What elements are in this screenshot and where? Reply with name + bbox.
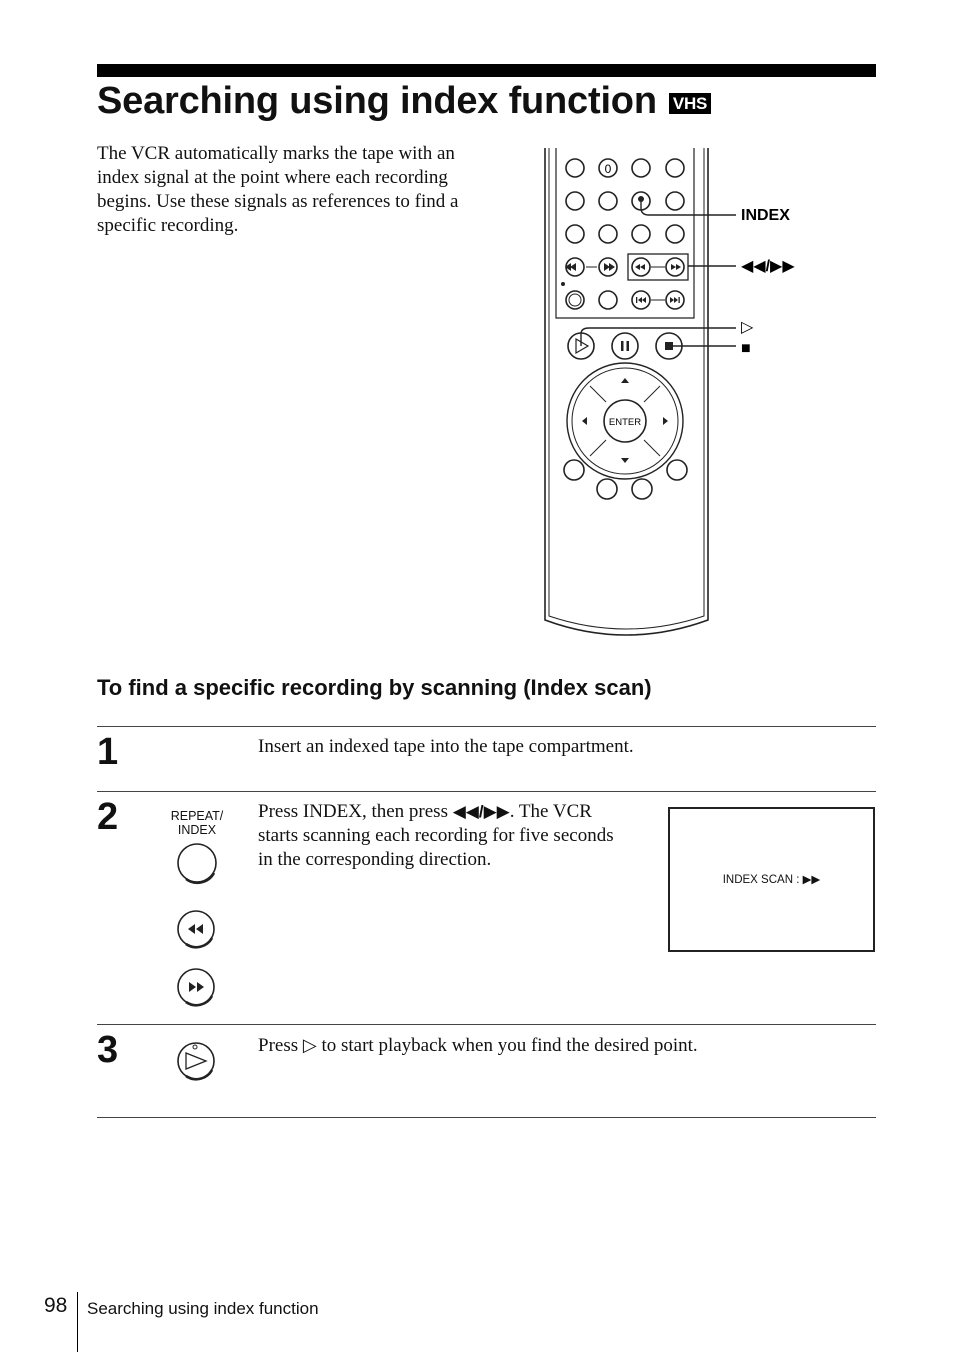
remote-zero-label: 0	[604, 162, 612, 176]
remote-key-8	[666, 192, 684, 210]
remote-key-4	[666, 159, 684, 177]
index-scan-onscreen-text: INDEX SCAN : ▶▶	[722, 874, 821, 886]
tv-screen-display	[668, 807, 875, 952]
step-3-text	[258, 1033, 858, 1058]
rew-ff-symbol: ◀◀/▶▶	[452, 802, 510, 821]
vhs-badge: VHS	[669, 93, 711, 114]
callout-rew-ff: ◀◀/▶▶	[741, 258, 795, 275]
table-bottom-rule	[97, 1117, 876, 1118]
step-3-number: 3	[97, 1029, 119, 1071]
play-button-icon	[172, 1040, 222, 1084]
step-2-button-icons	[170, 840, 224, 1010]
step-1-rule	[97, 726, 876, 727]
remote-pause-key	[612, 333, 638, 359]
remote-enter-label: ENTER	[608, 417, 642, 428]
step-2-text	[258, 800, 628, 872]
step-1-text: Insert an indexed tape into the tape compartment.	[258, 736, 634, 757]
step-2-text-after: . The VCR starts scanning each recording for five seconds in the corresponding direction.	[258, 801, 614, 870]
step-2-rule	[97, 791, 876, 792]
remote-key-5	[566, 192, 584, 210]
title-text: Searching using index function	[97, 80, 657, 122]
step-3-rule	[97, 1024, 876, 1025]
remote-control-illustration	[540, 145, 830, 645]
callout-play: ▷	[741, 319, 754, 336]
remote-body-outline	[545, 148, 708, 635]
remote-key-3	[632, 159, 650, 177]
repeat-index-button-label: REPEAT/ INDEX	[170, 809, 224, 837]
remote-key-12	[666, 225, 684, 243]
callout-stop: ■	[741, 340, 751, 357]
remote-key-1	[566, 159, 584, 177]
remote-key-10	[599, 225, 617, 243]
remote-key-6	[599, 192, 617, 210]
step-2-number: 2	[97, 796, 119, 838]
step-2-text-before: Press INDEX, then press	[258, 801, 453, 822]
section-heading: To find a specific recording by scanning (Index scan)	[97, 675, 652, 700]
remote-key-11	[632, 225, 650, 243]
callout-index: INDEX	[741, 207, 790, 224]
step-1-number: 1	[97, 731, 119, 773]
intro-paragraph: The VCR automatically marks the tape with an index signal at the point where each recording begins. Use these signals as references to find a specific recording.	[97, 143, 459, 236]
footer-divider	[77, 1292, 78, 1352]
step-3-text-before: Press	[258, 1035, 303, 1056]
footer-page-number: 98	[44, 1294, 68, 1317]
page-title	[97, 80, 711, 123]
step-3-text-after: to start playback when you find the desired point.	[316, 1035, 698, 1056]
play-symbol: ▷	[302, 1035, 317, 1055]
top-rule	[97, 64, 876, 77]
footer-section-label: Searching using index function	[87, 1299, 319, 1318]
remote-key-9	[566, 225, 584, 243]
